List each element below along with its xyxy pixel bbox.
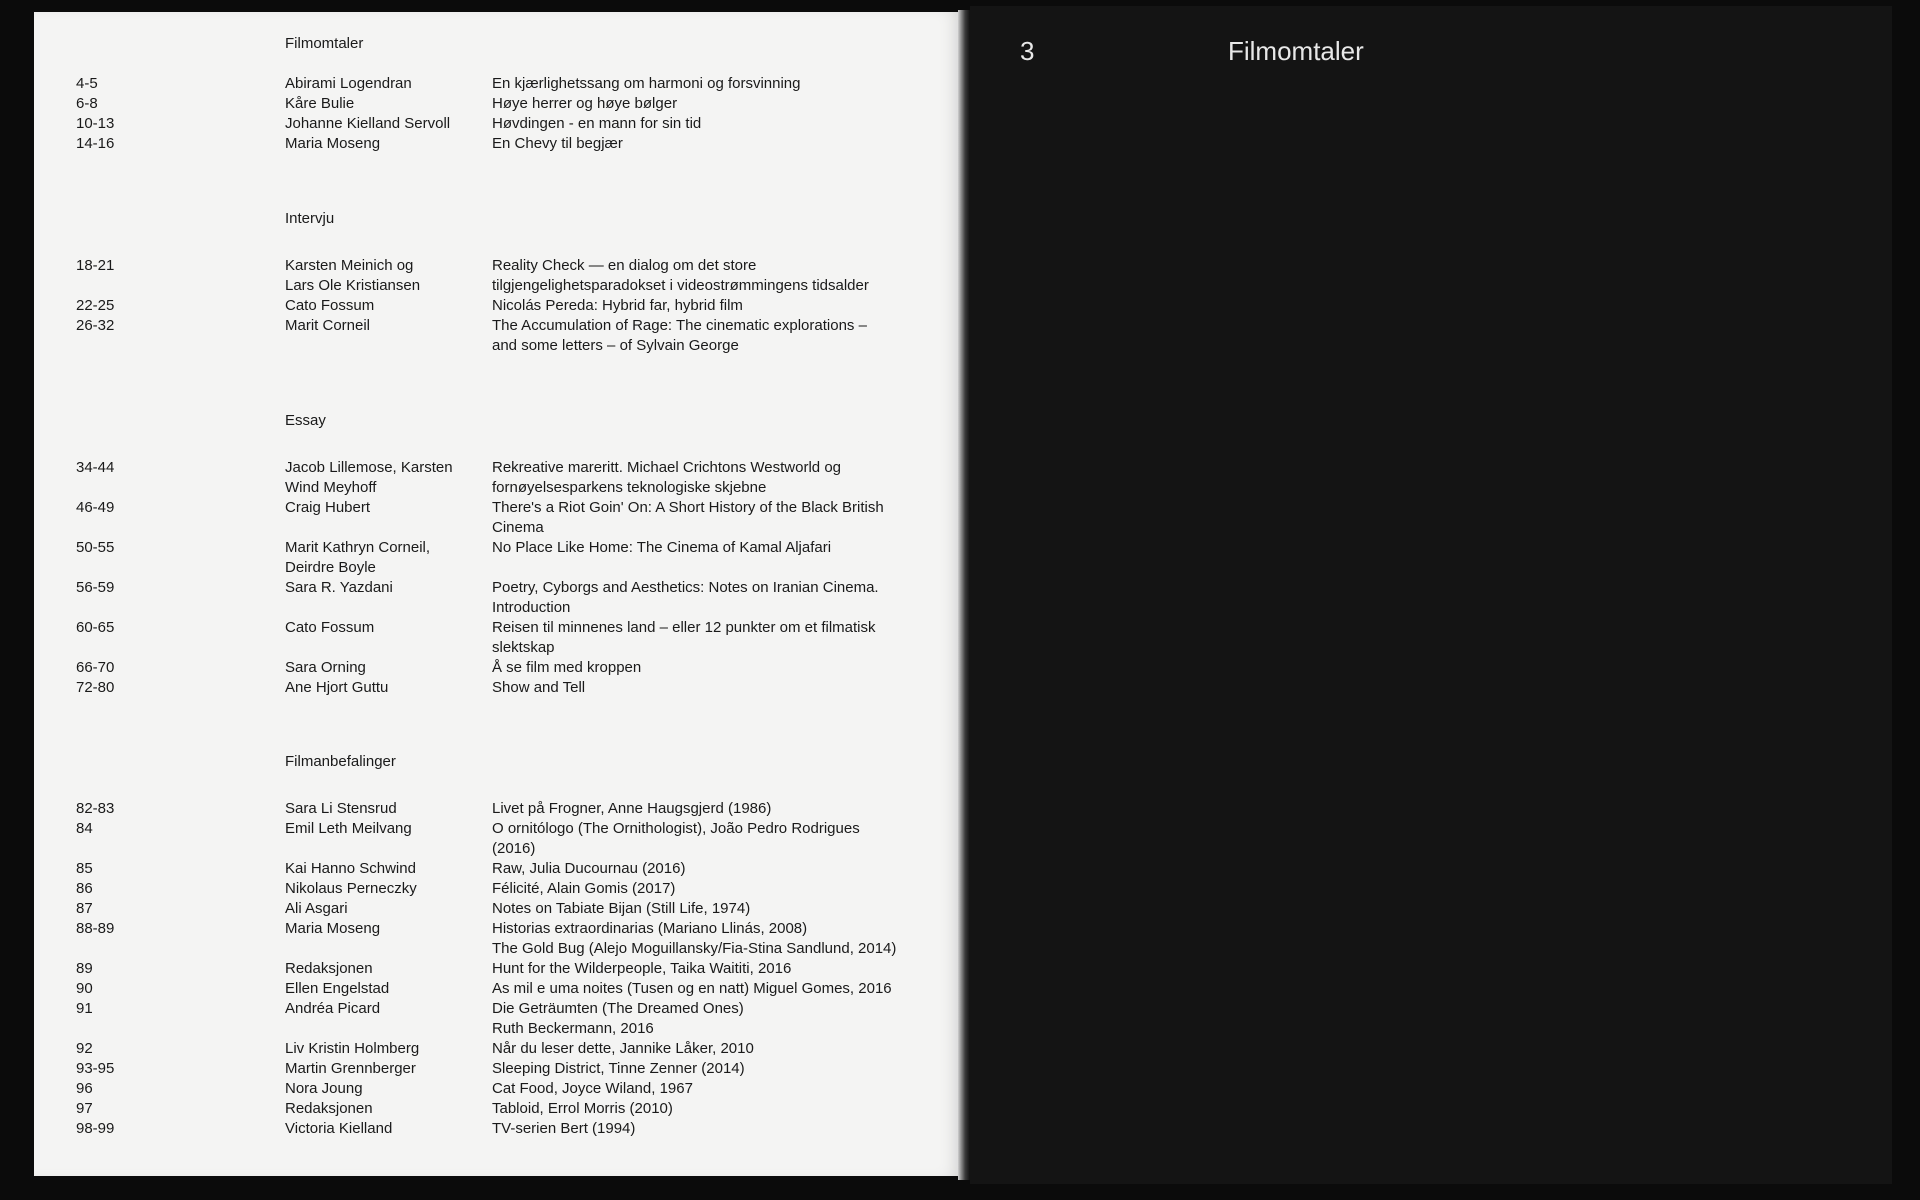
- entry-title: Nicolás Pereda: Hybrid far, hybrid film: [492, 297, 743, 314]
- page-number: 3: [1020, 36, 1035, 66]
- page-range: 97: [76, 1100, 93, 1117]
- left-page: [34, 12, 962, 1176]
- page-range: 14-16: [76, 135, 115, 152]
- entry-author: Johanne Kielland Servoll: [285, 115, 451, 132]
- entry-title: Hunt for the Wilderpeople, Taika Waititi, 2016: [492, 960, 792, 977]
- entry-title: Cat Food, Joyce Wiland, 1967: [492, 1080, 693, 1097]
- page-range: 88-89: [76, 920, 115, 937]
- entry-title: Tabloid, Errol Morris (2010): [492, 1100, 673, 1117]
- right-page: [970, 6, 1892, 1184]
- page-range: 72-80: [76, 679, 115, 696]
- page-range: 89: [76, 960, 93, 977]
- page-range: 34-44: [76, 459, 115, 476]
- entry-title: Raw, Julia Ducournau (2016): [492, 860, 686, 877]
- entry-author: Cato Fossum: [285, 619, 375, 636]
- page-range: 60-65: [76, 619, 115, 636]
- entry-title: TV-serien Bert (1994): [492, 1120, 636, 1137]
- entry-title: Félicité, Alain Gomis (2017): [492, 880, 676, 897]
- page-range: 82-83: [76, 800, 115, 817]
- entry-title: There's a Riot Goin' On: A Short History of the Black British Cinema: [492, 499, 884, 536]
- section-heading: Filmanbefalinger: [285, 753, 396, 770]
- page-range: 66-70: [76, 659, 115, 676]
- entry-title: Show and Tell: [492, 679, 586, 696]
- page-range: 91: [76, 1000, 93, 1017]
- book-gutter: [958, 10, 970, 1180]
- entry-author: Karsten Meinich og Lars Ole Kristiansen: [285, 257, 421, 294]
- page-range: 84: [76, 820, 93, 837]
- entry-title: En kjærlighetssang om harmoni og forsvinning: [492, 75, 801, 92]
- entry-title: Livet på Frogner, Anne Haugsgjerd (1986): [492, 800, 772, 817]
- page-range: 10-13: [76, 115, 115, 132]
- page-range: 46-49: [76, 499, 115, 516]
- entry-title: Høvdingen - en mann for sin tid: [492, 115, 702, 132]
- entry-title: Reisen til minnenes land – eller 12 punkter om et filmatisk slektskap: [492, 619, 876, 656]
- entry-author: Jacob Lillemose, Karsten Wind Meyhoff: [285, 459, 453, 496]
- entry-title: O ornitólogo (The Ornithologist), João Pedro Rodrigues (2016): [492, 820, 860, 857]
- entry-title: The Accumulation of Rage: The cinematic explorations – and some letters – of Sylvain George: [492, 317, 867, 354]
- page-range: 92: [76, 1040, 93, 1057]
- page-range: 96: [76, 1080, 93, 1097]
- page-range: 18-21: [76, 257, 115, 274]
- entry-author: Marit Kathryn Corneil, Deirdre Boyle: [285, 539, 431, 576]
- entry-author: Liv Kristin Holmberg: [285, 1040, 420, 1057]
- entry-title: Notes on Tabiate Bijan (Still Life, 1974): [492, 900, 751, 917]
- page-range: 98-99: [76, 1120, 115, 1137]
- entry-author: Sara Li Stensrud: [285, 800, 397, 817]
- page-range: 22-25: [76, 297, 115, 314]
- entry-author: Emil Leth Meilvang: [285, 820, 412, 837]
- page-range: 85: [76, 860, 93, 877]
- entry-author: Sara R. Yazdani: [285, 579, 393, 596]
- page-range: 86: [76, 880, 93, 897]
- entry-title: En Chevy til begjær: [492, 135, 623, 152]
- entry-author: Sara Orning: [285, 659, 366, 676]
- entry-author: Nikolaus Perneczky: [285, 880, 417, 897]
- page-range: 90: [76, 980, 93, 997]
- page-range: 93-95: [76, 1060, 115, 1077]
- entry-author: Nora Joung: [285, 1080, 363, 1097]
- entry-author: Kai Hanno Schwind: [285, 860, 416, 877]
- entry-title: Historias extraordinarias (Mariano Llinás, 2008) The Gold Bug (Alejo Moguillansky/Fia-Stina Sandlund, 2014): [492, 920, 897, 957]
- entry-author: Abirami Logendran: [285, 75, 412, 92]
- entry-title: Die Geträumten (The Dreamed Ones) Ruth Beckermann, 2016: [492, 1000, 744, 1037]
- entry-author: Cato Fossum: [285, 297, 375, 314]
- entry-author: Redaksjonen: [285, 1100, 373, 1117]
- page-range: 50-55: [76, 539, 115, 556]
- entry-author: Maria Moseng: [285, 135, 381, 152]
- entry-author: Victoria Kielland: [285, 1120, 393, 1137]
- entry-author: Ali Asgari: [285, 900, 348, 917]
- section-heading: Essay: [285, 412, 326, 429]
- entry-title: Høye herrer og høye bølger: [492, 95, 678, 112]
- entry-author: Marit Corneil: [285, 317, 371, 334]
- page-range: 26-32: [76, 317, 115, 334]
- page-range: 56-59: [76, 579, 115, 596]
- entry-author: Redaksjonen: [285, 960, 373, 977]
- entry-title: Å se film med kroppen: [492, 659, 642, 676]
- entry-title: Sleeping District, Tinne Zenner (2014): [492, 1060, 745, 1077]
- entry-author: Craig Hubert: [285, 499, 371, 516]
- page-title: Filmomtaler: [1228, 36, 1364, 66]
- entry-title: Poetry, Cyborgs and Aesthetics: Notes on Iranian Cinema. Introduction: [492, 579, 879, 616]
- section-heading: Filmomtaler: [285, 35, 364, 52]
- entry-title: No Place Like Home: The Cinema of Kamal Aljafari: [492, 539, 832, 556]
- entry-title: Rekreative mareritt. Michael Crichtons Westworld og fornøyelsesparkens teknologiske skjebne: [492, 459, 842, 496]
- entry-author: Maria Moseng: [285, 920, 381, 937]
- entry-author: Martin Grennberger: [285, 1060, 416, 1077]
- entry-author: Ellen Engelstad: [285, 980, 390, 997]
- entry-title: As mil e uma noites (Tusen og en natt) Miguel Gomes, 2016: [492, 980, 892, 997]
- entry-author: Kåre Bulie: [285, 95, 355, 112]
- entry-title: Reality Check — en dialog om det store tilgjengelighetsparadokset i videostrømmingens tidsalder: [492, 257, 869, 294]
- entry-title: Når du leser dette, Jannike Låker, 2010: [492, 1040, 754, 1057]
- page-range: 87: [76, 900, 93, 917]
- section-heading: Intervju: [285, 210, 335, 227]
- entry-author: Ane Hjort Guttu: [285, 679, 389, 696]
- entry-author: Andréa Picard: [285, 1000, 381, 1017]
- page-range: 6-8: [76, 95, 98, 112]
- page-range: 4-5: [76, 75, 98, 92]
